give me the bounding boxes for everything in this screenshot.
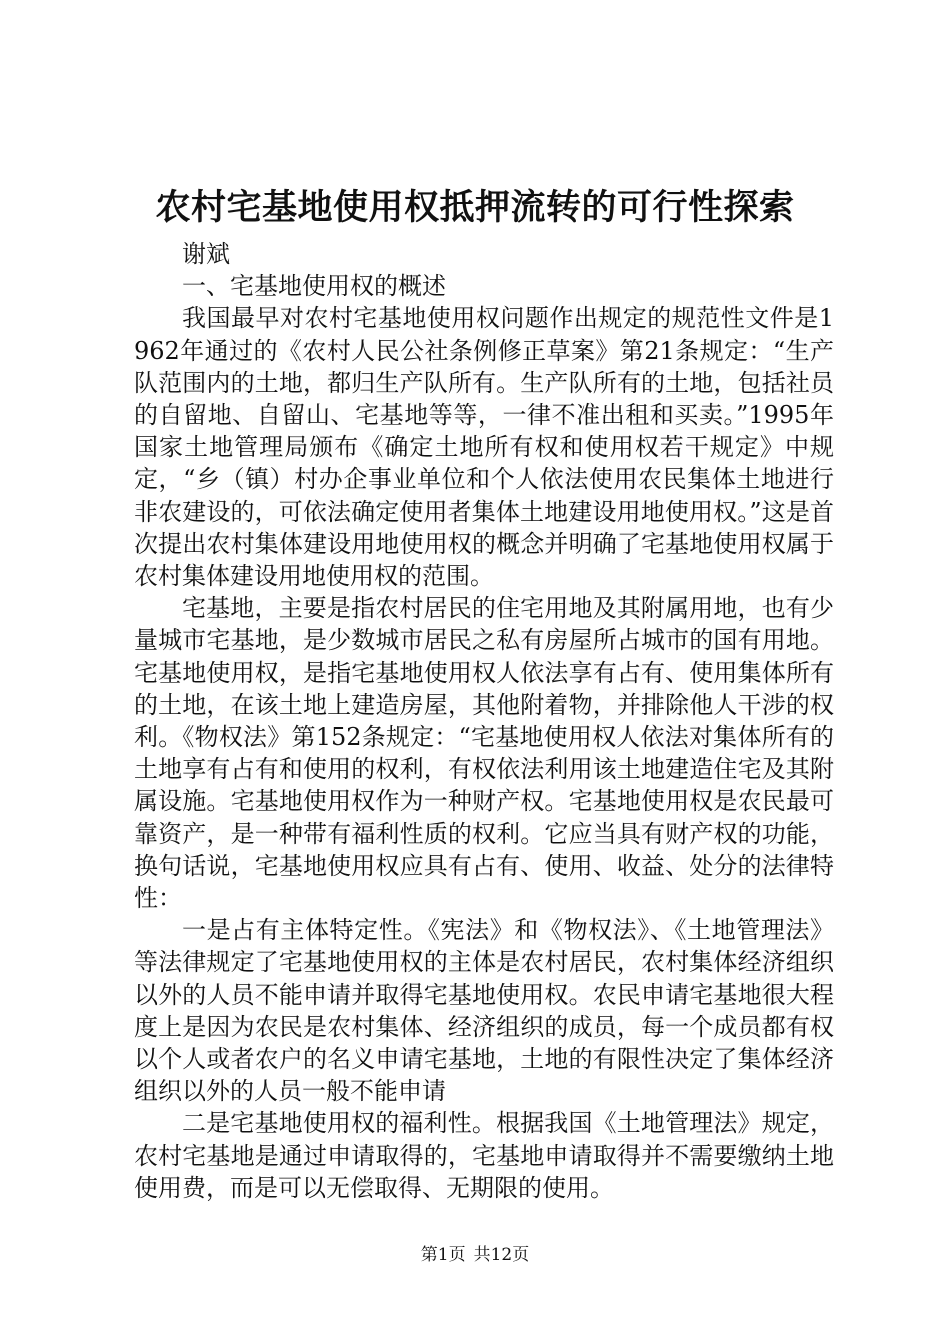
document-title: 农村宅基地使用权抵押流转的可行性探索: [155, 187, 795, 228]
page-number: 第1页: [420, 1245, 466, 1265]
author-line: 谢斌: [182, 240, 230, 268]
document-body: [134, 238, 834, 1204]
paragraph: 我国最早对农村宅基地使用权问题作出规定的规范性文件是1962年通过的《农村人民公社条例修正草案》第21条规定：“生产队范围内的土地，都归生产队所有。生产队所有的土地，包括社员的自留地、自留山、宅基地等等，一律不准出租和买卖。”1995年国家土地管理局颁布《确定土地所有权和使用权若干规定》中规定，“乡（镇）村办企事业单位和个人依法使用农民集体土地进行非农建设的，可依法确定使用者集体土地建设用地使用权。”这是首次提出农村集体建设用地使用权的概念并明确了宅基地使用权属于农村集体建设用地使用权的范围。: [134, 304, 834, 591]
page-footer: [0, 1244, 950, 1266]
section-heading: 一、宅基地使用权的概述: [182, 272, 446, 301]
page-total: 共12页: [473, 1245, 530, 1265]
paragraph: 一是占有主体特定性。《宪法》和《物权法》、《土地管理法》等法律规定了宅基地使用权的主体是农村居民，农村集体经济组织以外的人员不能申请并取得宅基地使用权。农民申请宅基地很大程度上是因为农民是农村集体、经济组织的成员，每一个成员都有权以个人或者农户的名义申请宅基地，土地的有限性决定了集体经济组织以外的人员一般不能申请: [134, 916, 834, 1106]
paragraph: 二是宅基地使用权的福利性。根据我国《土地管理法》规定，农村宅基地是通过申请取得的，宅基地申请取得并不需要缴纳土地使用费，而是可以无偿取得、无期限的使用。: [134, 1109, 834, 1202]
paragraph: 宅基地，主要是指农村居民的住宅用地及其附属用地，也有少量城市宅基地，是少数城市居民之私有房屋所占城市的国有用地。宅基地使用权，是指宅基地使用权人依法享有占有、使用集体所有的土地，在该土地上建造房屋，其他附着物，并排除他人干涉的权利。《物权法》第152条规定：“宅基地使用权人依法对集体所有的土地享有占有和使用的权利，有权依法利用该土地建造住宅及其附属设施。宅基地使用权作为一种财产权。宅基地使用权是农民最可靠资产，是一种带有福利性质的权利。它应当具有财产权的功能，换句话说，宅基地使用权应具有占有、使用、收益、处分的法律特性：: [134, 594, 834, 913]
